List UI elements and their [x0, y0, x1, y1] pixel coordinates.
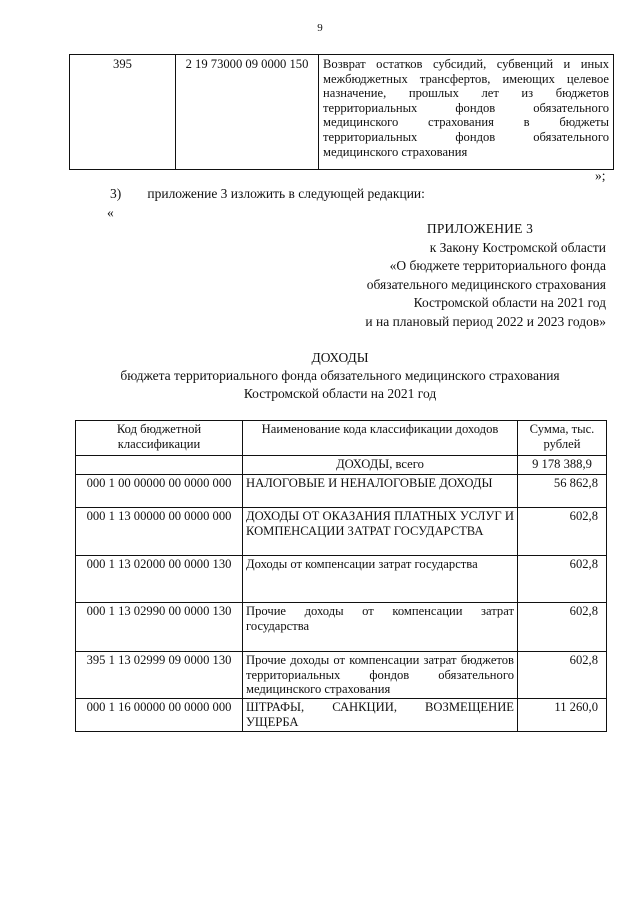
opening-quote: « — [107, 205, 114, 220]
table-row-total — [76, 456, 607, 475]
heading-title: ДОХОДЫ — [311, 350, 369, 365]
closing-quote: »; — [595, 168, 606, 183]
row-sum: 602,8 — [518, 603, 607, 652]
heading-line: бюджета территориального фонда обязательного медицинского страхования — [120, 368, 560, 383]
appendix-line: обязательного медицинского страхования — [366, 276, 606, 292]
appendix-line: к Закону Костромской области — [429, 239, 606, 255]
income-name-cell: Возврат остатков субсидий, субвенций и иных межбюджетных трансфертов, имеющих целевое назначение, прошлых лет из бюджетов территориальных фондов обязательного медицинского страхования в бюджеты территориальных фондов обязательного медицинского страхования — [319, 55, 614, 170]
row-name: Доходы от компенсации затрат государства — [243, 556, 518, 603]
row-sum: 11 260,0 — [518, 699, 607, 732]
table-row — [76, 475, 607, 508]
row-name: НАЛОГОВЫЕ И НЕНАЛОГОВЫЕ ДОХОДЫ — [243, 475, 518, 508]
income-table — [75, 420, 607, 732]
table-row — [76, 652, 607, 699]
row-sum: 602,8 — [518, 508, 607, 556]
row-code: 000 1 13 02000 00 0000 130 — [76, 556, 243, 603]
appendix-line: и на плановый период 2022 и 2023 годов» — [365, 313, 606, 329]
row-sum: 56 862,8 — [518, 475, 607, 508]
item-number: 3) — [110, 186, 122, 201]
table-row — [76, 603, 607, 652]
row-code: 000 1 00 00000 00 0000 000 — [76, 475, 243, 508]
appendix-line: «О бюджете территориального фонда — [389, 258, 606, 274]
row-sum: 602,8 — [518, 556, 607, 603]
total-label: ДОХОДЫ, всего — [243, 456, 518, 475]
header-sum: Сумма, тыс. рублей — [518, 421, 607, 456]
heading-line: Костромской области на 2021 год — [243, 386, 437, 401]
table-row — [76, 699, 607, 732]
row-name: Прочие доходы от компенсации затрат бюджетов территориальных фондов обязательного медицинского страхования — [243, 652, 518, 699]
total-sum: 9 178 388,9 — [518, 456, 607, 475]
admin-code-cell: 395 — [70, 55, 176, 170]
kbk-code-cell: 2 19 73000 09 0000 150 — [176, 55, 319, 170]
appendix-header — [296, 220, 606, 332]
table-header-row — [76, 421, 607, 456]
appendix-line: Костромской области на 2021 год — [413, 295, 606, 311]
row-code: 000 1 13 00000 00 0000 000 — [76, 508, 243, 556]
table-row — [76, 556, 607, 603]
amendment-item — [110, 186, 425, 202]
total-code-cell — [76, 456, 243, 475]
table-row — [70, 55, 614, 170]
row-name: Прочие доходы от компенсации затрат государства — [243, 603, 518, 652]
table-row — [76, 508, 607, 556]
row-code: 000 1 13 02990 00 0000 130 — [76, 603, 243, 652]
header-name: Наименование кода классификации доходов — [243, 421, 518, 456]
header-code: Код бюджетной классификации — [76, 421, 243, 456]
row-name: ШТРАФЫ, САНКЦИИ, ВОЗМЕЩЕНИЕ УЩЕРБА — [243, 699, 518, 732]
item-text: приложение 3 изложить в следующей редакции: — [147, 186, 425, 201]
previous-table-fragment — [69, 54, 614, 170]
page-number: 9 — [317, 22, 323, 34]
section-heading — [60, 349, 620, 403]
row-code: 000 1 16 00000 00 0000 000 — [76, 699, 243, 732]
row-code: 395 1 13 02999 09 0000 130 — [76, 652, 243, 699]
row-name: ДОХОДЫ ОТ ОКАЗАНИЯ ПЛАТНЫХ УСЛУГ И КОМПЕНСАЦИИ ЗАТРАТ ГОСУДАРСТВА — [243, 508, 518, 556]
row-sum: 602,8 — [518, 652, 607, 699]
appendix-title: ПРИЛОЖЕНИЕ 3 — [426, 221, 534, 236]
